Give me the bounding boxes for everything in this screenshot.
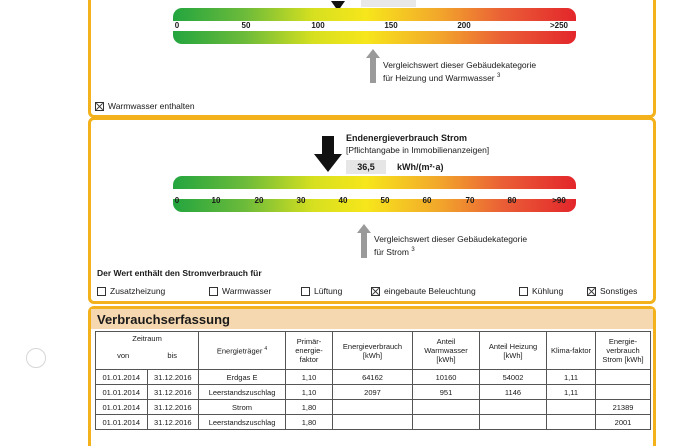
- electricity-subtitle: [Pflichtangabe in Immobilienanzeigen]: [346, 145, 490, 155]
- comparison-text: Vergleichswert dieser Gebäudekategorie für Strom $^3$: [374, 234, 528, 257]
- option-warmwasser: Warmwasser: [209, 286, 271, 296]
- table-row: 01.01.2014 31.12.2016 Leerstandszuschlag 1,10 2097 951 1146 1,11: [96, 385, 651, 400]
- scale-tick: 70: [465, 196, 475, 205]
- checkbox[interactable]: [371, 287, 380, 296]
- option-zusatzheizung: Zusatzheizung: [97, 286, 165, 296]
- checkbox[interactable]: [209, 287, 218, 296]
- checkbox[interactable]: [519, 287, 528, 296]
- consumption-panel: [88, 306, 656, 446]
- comparison-arrow-icon: [366, 49, 380, 83]
- electricity-energy-panel: [88, 117, 656, 304]
- scale-tick: 80: [507, 196, 517, 205]
- table-row: 01.01.2014 31.12.2016 Erdgas E 1,10 64162 10160 54002 1,11: [96, 370, 651, 385]
- checkbox[interactable]: [587, 287, 596, 296]
- option-sonstiges: Sonstiges: [587, 286, 637, 296]
- consumption-table: [95, 331, 651, 430]
- table-row: 01.01.2014 31.12.2016 Leerstandszuschlag 1,80 2001: [96, 415, 651, 430]
- section-title: Verbrauchserfassung: [97, 312, 230, 327]
- col-anteil-heizung: Anteil Heizung [kWh]: [480, 332, 547, 370]
- col-anteil-warmwasser: Anteil Warmwasser [kWh]: [413, 332, 480, 370]
- scale-tick: 0: [174, 196, 180, 205]
- scale-tick: >250: [549, 21, 569, 30]
- consumption-title-bar: [91, 309, 653, 329]
- heating-energy-panel: [88, 0, 656, 118]
- scale-tick: 0: [174, 21, 180, 30]
- checkbox[interactable]: [97, 287, 106, 296]
- comparison-arrow-icon: [357, 224, 371, 258]
- scale-tick: 150: [384, 21, 398, 30]
- scale-tick: 200: [457, 21, 471, 30]
- punch-hole: [26, 348, 46, 368]
- col-energietraeger: Energieträger $^4$: [199, 332, 286, 370]
- warmwater-included: Warmwasser enthalten: [95, 101, 195, 111]
- option-lueftung: Lüftung: [301, 286, 342, 296]
- checkbox[interactable]: [301, 287, 310, 296]
- scale-tick: 40: [338, 196, 348, 205]
- scale-tick: >90: [552, 196, 566, 205]
- option-beleuchtung: eingebaute Beleuchtung: [371, 286, 476, 296]
- scale-tick: 50: [380, 196, 390, 205]
- scale-tick: 20: [254, 196, 264, 205]
- scale-tick: 10: [211, 196, 221, 205]
- includes-heading: Der Wert enthält den Stromverbrauch für: [97, 268, 262, 278]
- value-unit: kWh/(m²·a): [397, 162, 444, 172]
- scale-tick: 60: [422, 196, 432, 205]
- col-primaerenergiefaktor: Primär-energie-faktor: [286, 332, 333, 370]
- col-klimafaktor: Klima-faktor: [547, 332, 596, 370]
- warmwater-checkbox[interactable]: [95, 102, 104, 111]
- scale-tick: 100: [311, 21, 325, 30]
- arrow-down-icon: [317, 136, 339, 172]
- table-row: 01.01.2014 31.12.2016 Strom 1,80 21389: [96, 400, 651, 415]
- col-energieverbrauch: Energieverbrauch [kWh]: [333, 332, 413, 370]
- col-strom: Energie-verbrauch Strom [kWh]: [596, 332, 651, 370]
- scale-tick: 30: [296, 196, 306, 205]
- comparison-text: Vergleichswert dieser Gebäudekategorie für Heizung und Warmwasser $^3$: [383, 60, 537, 83]
- scale-tick: 50: [241, 21, 251, 30]
- option-kuehlung: Kühlung: [519, 286, 563, 296]
- electricity-title: Endenergieverbrauch Strom: [346, 133, 468, 143]
- energy-scale-bar: [173, 8, 576, 44]
- energy-scale-bar: [173, 176, 576, 212]
- col-zeitraum: Zeitraum von bis: [96, 332, 199, 370]
- value-box: 36,5: [346, 160, 386, 174]
- value-box-cut: [361, 0, 416, 7]
